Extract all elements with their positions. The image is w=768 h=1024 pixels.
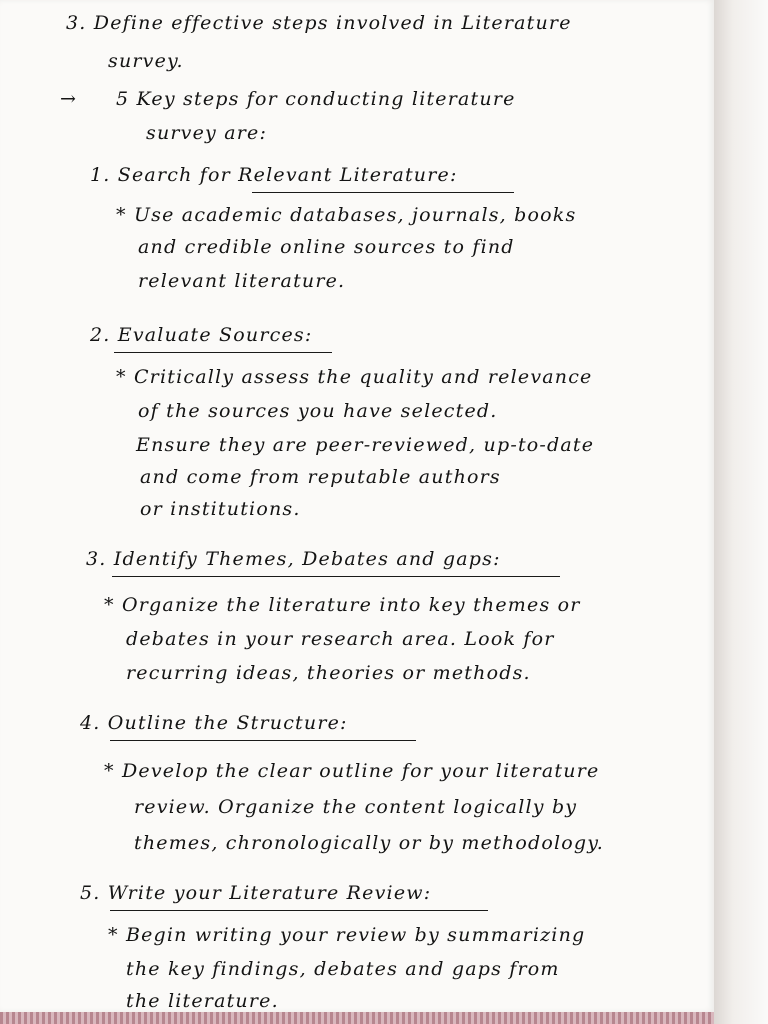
step-4-line-1: * Develop the clear outline for your literature: [104, 760, 600, 782]
step-2-line-3: Ensure they are peer-reviewed, up-to-date: [136, 434, 595, 456]
step-1-underline: [252, 192, 514, 193]
step-5-underline: [110, 910, 488, 911]
step-2-line-4: and come from reputable authors: [140, 466, 501, 488]
step-1-line-2: and credible online sources to find: [138, 236, 515, 258]
answer-intro-line-1: 5 Key steps for conducting literature: [116, 88, 516, 110]
question-line-2: survey.: [108, 50, 184, 72]
step-4-line-3: themes, chronologically or by methodology.: [134, 832, 604, 854]
step-5-line-3: the literature.: [126, 990, 279, 1012]
step-4-line-2: review. Organize the content logically by: [134, 796, 578, 818]
step-1-line-1: * Use academic databases, journals, books: [116, 204, 577, 226]
answer-intro-line-2: survey are:: [146, 122, 268, 144]
step-2-heading: 2. Evaluate Sources:: [90, 324, 313, 346]
step-1-heading: 1. Search for Relevant Literature:: [90, 164, 458, 186]
page-edge: [714, 0, 768, 1024]
step-3-line-3: recurring ideas, theories or methods.: [126, 662, 531, 684]
step-3-line-1: * Organize the literature into key themes or: [104, 594, 581, 616]
step-5-line-2: the key findings, debates and gaps from: [126, 958, 560, 980]
step-4-underline: [110, 740, 416, 741]
step-5-heading: 5. Write your Literature Review:: [80, 882, 432, 904]
arrow-icon: →: [60, 88, 78, 110]
step-2-underline: [114, 352, 332, 353]
step-1-line-3: relevant literature.: [138, 270, 346, 292]
step-4-heading: 4. Outline the Structure:: [80, 712, 348, 734]
step-3-line-2: debates in your research area. Look for: [126, 628, 555, 650]
fabric-background: [0, 1012, 714, 1024]
question-line-1: 3. Define effective steps involved in Literature: [66, 12, 572, 34]
step-2-line-5: or institutions.: [140, 498, 301, 520]
step-2-line-2: of the sources you have selected.: [138, 400, 498, 422]
step-3-underline: [112, 576, 560, 577]
step-5-line-1: * Begin writing your review by summarizing: [108, 924, 586, 946]
step-2-line-1: * Critically assess the quality and relevance: [116, 366, 593, 388]
step-3-heading: 3. Identify Themes, Debates and gaps:: [86, 548, 501, 570]
